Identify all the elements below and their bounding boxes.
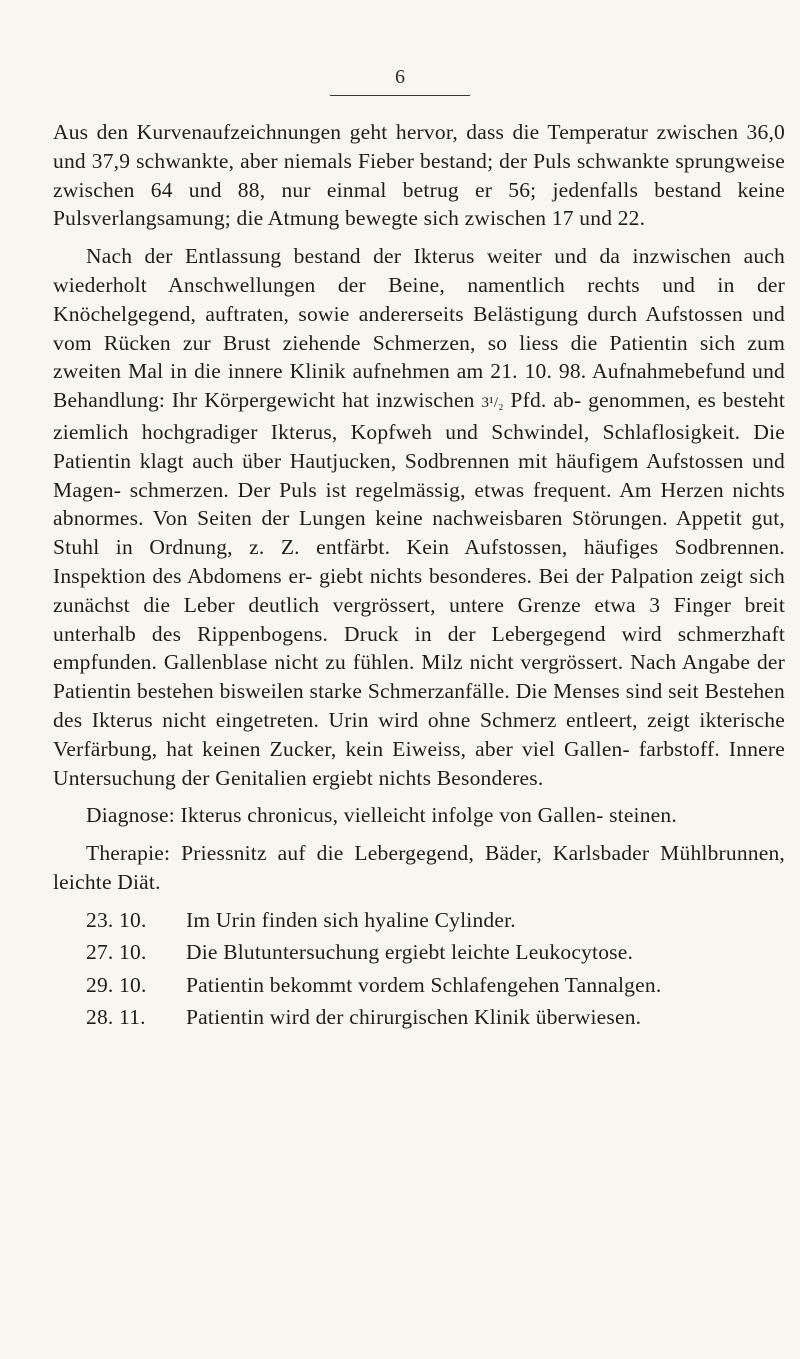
entry-text: Im Urin finden sich hyaline Cylinder. [186,907,516,932]
entry-date: 29. 10. [86,972,147,997]
dated-entries [53,906,785,1036]
paragraph-admission-findings [53,242,785,792]
weight-loss-fraction: 3¹/₂ [481,395,504,412]
dated-entry [53,906,785,939]
paragraph-curve-records: Aus den Kurvenaufzeichnungen geht hervor, dass die Temperatur zwischen 36,0 und 37,9 schwankte, aber niemals Fieber bestand; der Puls schwankte sprungweise zwischen 64 und 88, nur einmal betrug er 56; jedenfalls bestand keine Pulsverlangsamung; die Atmung bewegte sich zwischen 17 und 22. [53,120,785,231]
dated-entry [53,971,785,1004]
dated-entry [53,938,785,971]
body-text [53,118,785,1036]
entry-date: 28. 11. [86,1005,146,1030]
entry-text: Die Blutuntersuchung ergiebt leichte Leukocytose. [186,940,634,965]
entry-text: Patientin wird der chirurgischen Klinik überwiesen. [186,1005,642,1030]
admission-text-rest: Pfd. ab- genommen, es besteht ziemlich hochgradiger Ikterus, Kopfweh und Schwindel, Schlaflosigkeit. Die Patientin klagt auch über Hautjucken, Sodbrennen mit häufigem Aufstossen und Magen- schmerzen. Der Puls ist regelmässig, etwas frequent. Am Herzen nichts abnormes. Von Seiten der Lungen keine nachweisbaren Störungen. Appetit gut, Stuhl in Ordnung, z. Z. entfärbt. Kein Aufstossen, häufiges Sodbrennen. Inspektion des Abdomens er- giebt nichts besonderes. Bei der Palpation zeigt sich zunächst die Leber deutlich vergrössert, untere Grenze etwa 3 Finger breit unterhalb des Rippenbogens. Druck in der Lebergegend wird schmerzhaft empfunden. Gallenblase nicht zu fühlen. Milz nicht vergrössert. Nach Angabe der Patientin bestehen bisweilen starke Schmerzanfälle. Die Menses sind seit Bestehen des Ikterus nicht eingetreten. Urin wird ohne Schmerz entleert, zeigt ikterische Verfärbung, hat keinen Zucker, kein Eiweiss, aber viel Gallen- farbstoff. Innere Untersuchung der Genitalien ergiebt nichts Besonderes. [53,388,785,790]
entry-text: Patientin bekommt vordem Schlafengehen Tannalgen. [186,972,662,997]
admission-text-start: Nach der Entlassung bestand der Ikterus weiter und da inzwischen auch wiederholt Anschwellungen der Beine, namentlich rechts und in der Knöchelgegend, auftraten, sowie andererseits Belästigung durch Aufstossen und vom Rücken zur Brust ziehende Schmerzen, so liess die Patientin sich zum zweiten Mal in die innere Klinik aufnehmen am 21. 10. 98. Aufnahmebefund und Behandlung: Ihr Körpergewicht hat inzwischen [53,244,785,413]
entry-date: 23. 10. [86,907,147,932]
dated-entry [53,1003,785,1036]
header-rule [330,95,470,96]
paragraph-diagnosis: Diagnose: Ikterus chronicus, vielleicht infolge von Gallen- steinen. [86,803,677,828]
page-number: 6 [395,66,405,88]
paragraph-therapy: Therapie: Priessnitz auf die Lebergegend, Bäder, Karlsbader Mühlbrunnen, leichte Diät. [53,841,785,894]
entry-date: 27. 10. [86,940,147,965]
